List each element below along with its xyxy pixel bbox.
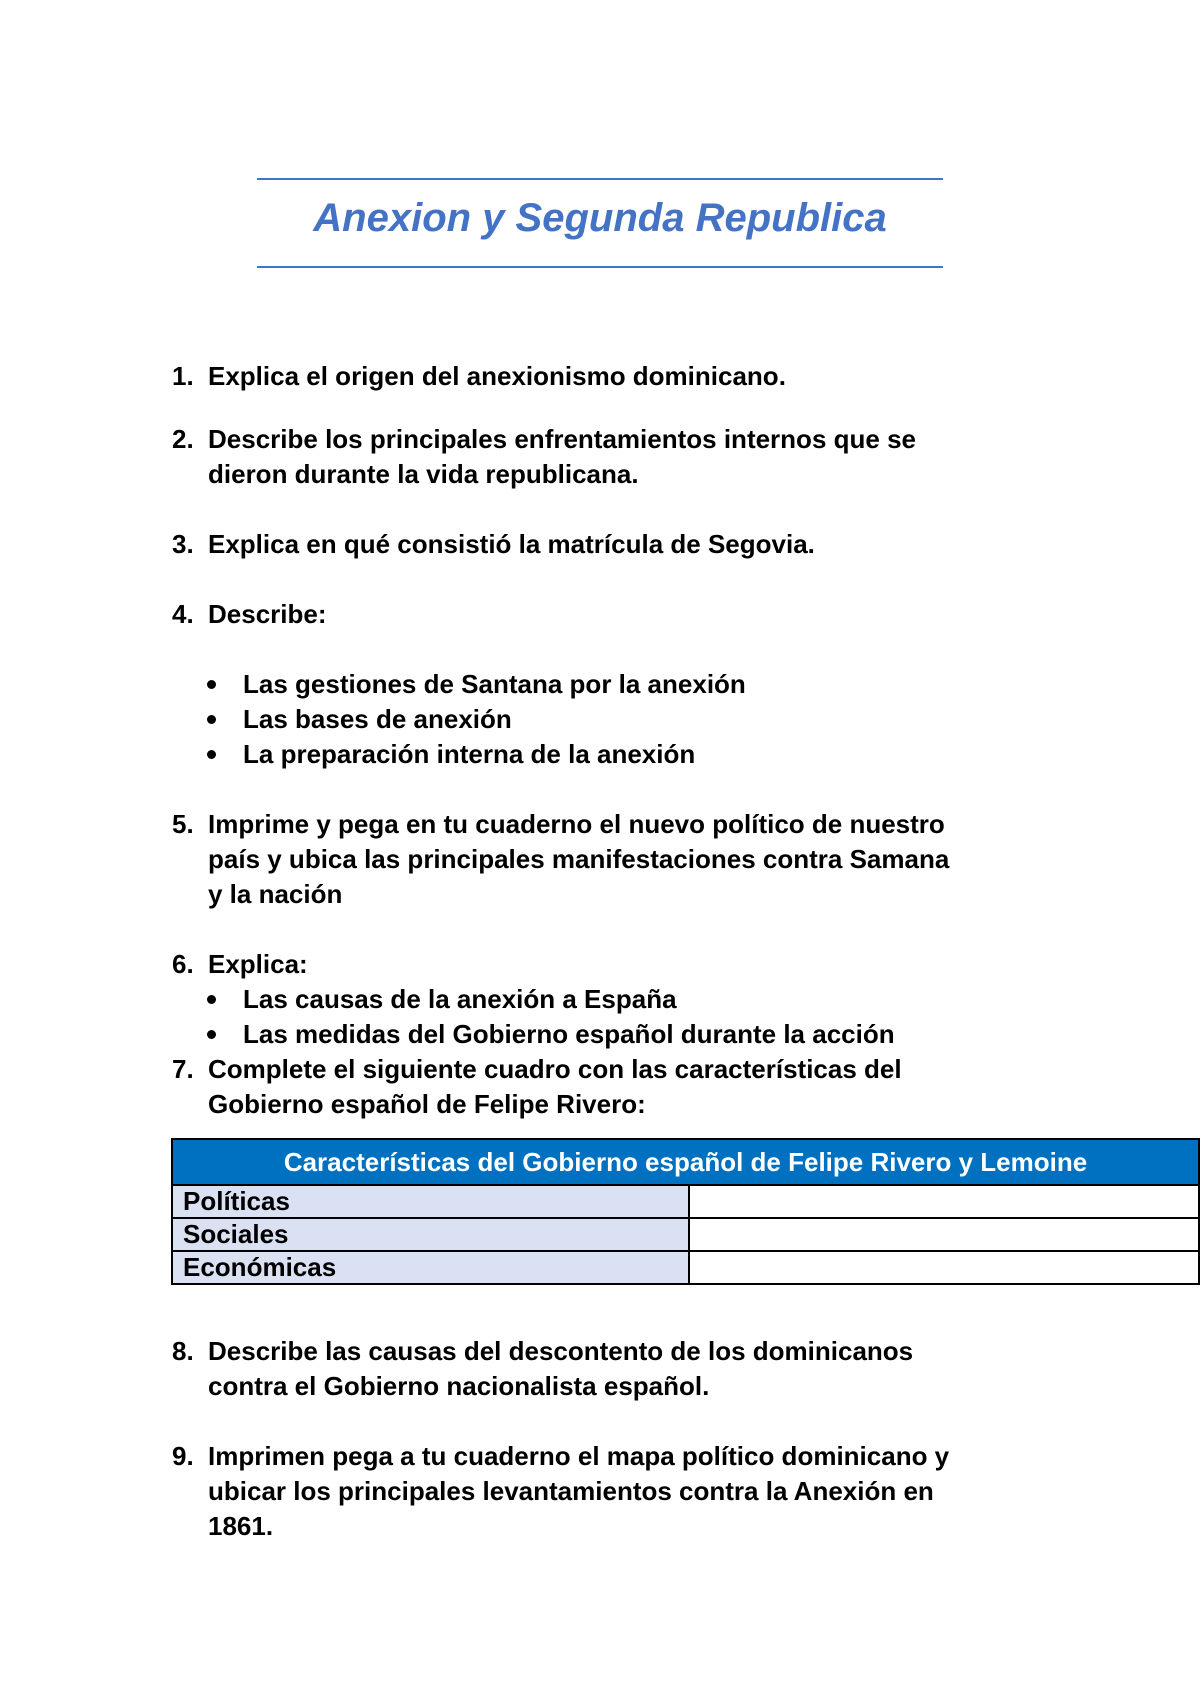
question-text-line: y la nación (208, 879, 343, 909)
table-row (172, 1218, 1199, 1251)
question-9 (172, 1439, 1028, 1544)
question-8 (172, 1334, 1028, 1404)
row-label-sociales: Sociales (172, 1218, 689, 1251)
bullet-text: Las bases de anexión (243, 704, 512, 734)
table-row (172, 1251, 1199, 1284)
bullet-text: Las causas de la anexión a España (243, 984, 677, 1014)
question-3 (172, 527, 1028, 562)
question-number: 2. (172, 424, 194, 454)
bullet-dot-icon (207, 680, 216, 689)
question-text-line: país y ubica las principales manifestaciones contra Samana (208, 844, 950, 874)
question-7 (172, 1052, 1028, 1122)
question-number: 9. (172, 1441, 194, 1471)
row-value-economicas[interactable] (689, 1251, 1199, 1284)
row-label-economicas: Económicas (172, 1251, 689, 1284)
question-4 (172, 597, 1028, 632)
bullet-item (207, 982, 1043, 1017)
question-text-line: Complete el siguiente cuadro con las características del (208, 1054, 902, 1084)
row-value-politicas[interactable] (689, 1185, 1199, 1218)
question-text-line: contra el Gobierno nacionalista español. (208, 1371, 710, 1401)
question-1 (172, 359, 1028, 394)
question-text-line: ubicar los principales levantamientos contra la Anexión en (208, 1476, 934, 1506)
bullet-dot-icon (207, 1030, 216, 1039)
page-title: Anexion y Segunda Republica (313, 196, 887, 240)
question-text-line: Imprimen pega a tu cuaderno el mapa político dominicano y (208, 1441, 950, 1471)
table-header-row (172, 1139, 1199, 1185)
question-text-line: dieron durante la vida republicana. (208, 459, 639, 489)
question-number: 6. (172, 949, 194, 979)
bullet-item (207, 667, 1043, 702)
row-label-politicas: Políticas (172, 1185, 689, 1218)
question-number: 5. (172, 809, 194, 839)
question-text: Describe: (208, 599, 327, 629)
question-text-line: 1861. (208, 1511, 274, 1541)
question-text-line: Gobierno español de Felipe Rivero: (208, 1089, 646, 1119)
title-rule-top (257, 178, 943, 180)
question-text-line: Describe los principales enfrentamientos internos que se (208, 424, 916, 454)
question-text-line: Describe las causas del descontento de los dominicanos (208, 1336, 914, 1366)
question-number: 7. (172, 1054, 194, 1084)
question-5 (172, 807, 1028, 912)
bullet-item (207, 737, 1043, 772)
question-number: 4. (172, 599, 194, 629)
question-number: 8. (172, 1336, 194, 1366)
bullet-dot-icon (207, 750, 216, 759)
bullet-item (207, 1017, 1043, 1052)
characteristics-table (171, 1138, 1200, 1285)
question-text: Explica en qué consistió la matrícula de Segovia. (208, 529, 815, 559)
question-text: Explica: (208, 949, 308, 979)
question-2 (172, 422, 1028, 492)
question-number: 3. (172, 529, 194, 559)
table-header: Características del Gobierno español de Felipe Rivero y Lemoine (172, 1139, 1199, 1185)
bullet-dot-icon (207, 715, 216, 724)
table-row (172, 1185, 1199, 1218)
bullet-item (207, 702, 1043, 737)
bullet-text: Las gestiones de Santana por la anexión (243, 669, 746, 699)
title-rule-bottom (257, 266, 943, 268)
question-text: Explica el origen del anexionismo dominicano. (208, 361, 786, 391)
bullet-dot-icon (207, 995, 216, 1004)
question-6 (172, 947, 1028, 982)
row-value-sociales[interactable] (689, 1218, 1199, 1251)
question-text-line: Imprime y pega en tu cuaderno el nuevo político de nuestro (208, 809, 945, 839)
bullet-text: Las medidas del Gobierno español durante la acción (243, 1019, 895, 1049)
bullet-text: La preparación interna de la anexión (243, 739, 696, 769)
question-number: 1. (172, 361, 194, 391)
